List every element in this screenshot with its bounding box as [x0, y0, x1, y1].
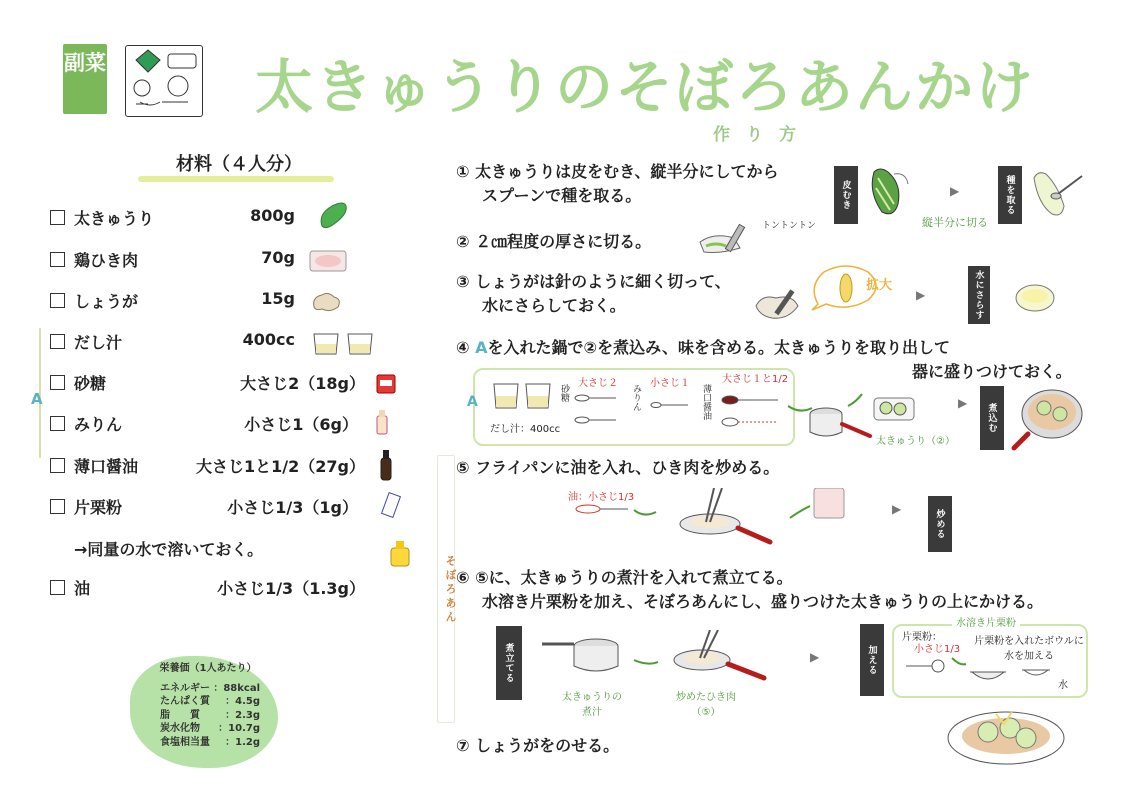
mirin-amount: 小さじ１: [650, 378, 690, 389]
chop-sound-label: トントントン: [762, 221, 817, 231]
ingredients-heading: 材料（４人分）: [176, 154, 302, 175]
tag-boil: 煮立てる: [496, 626, 522, 700]
ingredient-row: [50, 412, 380, 438]
step-7: ⑦ しょうがをのせる。: [456, 736, 620, 755]
ingredient-name: 油: [74, 579, 91, 598]
ingredient-note: →同量の水で溶いておく。: [74, 540, 264, 559]
checkbox[interactable]: [50, 458, 65, 473]
starch-packet-icon: [380, 492, 402, 518]
halve-label: 縦半分に切る: [922, 216, 988, 229]
sliced-cucumber-illustration: [870, 392, 918, 426]
sugar-icon: [374, 370, 398, 396]
tag-simmer: 煮込む: [980, 386, 1004, 450]
ingredient-amount: 400cc: [242, 330, 295, 349]
sugar-amount: 大さじ２: [578, 378, 618, 389]
fried-meat-label: 炒めたひき肉（⑤）: [676, 692, 736, 718]
spoons-illustration: [574, 390, 620, 430]
checkbox[interactable]: [50, 416, 65, 431]
checkbox[interactable]: [50, 499, 65, 514]
dashi-label: だし汁：400cc: [490, 424, 561, 435]
soy-spoons-illustration: [720, 392, 782, 434]
checkbox[interactable]: [50, 375, 65, 390]
ingredient-name: 砂糖: [74, 374, 107, 393]
ingredient-name: だし汁: [74, 333, 123, 352]
spoon-illustration: [650, 398, 690, 412]
tag-soak: 水にさらす: [968, 266, 990, 324]
ingredient-name: 薄口醤油: [74, 457, 139, 476]
ingredient-amount: 800g: [250, 206, 295, 225]
group-a-label: A: [31, 390, 43, 408]
boil-combine-illustration: [540, 630, 770, 690]
step-2: ② ２㎝程度の厚さに切る。: [456, 232, 652, 251]
starch-amount-label: 片栗粉：: [902, 632, 942, 643]
ingredient-amount: 小さじ1/3（1g）: [227, 498, 358, 517]
ingredient-amount: 小さじ1（6g）: [244, 415, 358, 434]
ginger-icon: [310, 289, 344, 313]
nutrition-row: たんぱく質 ：4.5g: [160, 696, 260, 707]
finished-dish-illustration: [944, 698, 1068, 770]
soy-sauce-bottle-icon: [378, 448, 394, 482]
sugar-label: 砂糖: [559, 384, 569, 402]
howto-label: 作り方: [713, 125, 812, 145]
oil-label-prefix: 油：小さじ1/3: [568, 492, 635, 503]
mirin-label: みりん: [631, 384, 641, 411]
water-bowl-illustration: [1014, 282, 1056, 316]
checkbox[interactable]: [50, 210, 65, 225]
checkbox[interactable]: [50, 580, 65, 595]
ingredient-row: [50, 495, 380, 521]
step-4-line2: 器に盛りつけておく。: [912, 362, 1072, 381]
water-label: 水: [1058, 680, 1068, 691]
soy-amount: 大さじ１と1/2: [722, 374, 789, 385]
step-4: ④ Aを入れた鍋で②を煮込み、味を含める。太きゅうりを取り出して: [456, 338, 951, 357]
category-badge: 副菜: [63, 44, 107, 114]
starch-amount: 小さじ1/3: [914, 644, 961, 655]
ingredient-amount: 大さじ1と1/2（27g）: [196, 457, 365, 476]
ginger-slice-illustration: [752, 286, 804, 326]
nutrition-row: 炭水化物 ：10.7g: [160, 723, 260, 734]
simmering-pot-illustration: [1010, 380, 1092, 452]
menu-position-icon: [125, 45, 203, 117]
starch-description: 片栗粉を入れたボウルに水を加える: [974, 636, 1084, 662]
checkbox[interactable]: [50, 334, 65, 349]
page-title: 太きゅうりのそぼろあんかけ: [255, 53, 1036, 121]
zoom-label: 拡大: [866, 278, 893, 293]
ingredient-amount: 小さじ1/3（1.3g）: [217, 579, 365, 598]
a-box-label: A: [467, 394, 478, 410]
ingredient-amount: 70g: [261, 248, 295, 267]
cucumber2-label: 太きゅうり（②）: [876, 436, 955, 447]
checkbox[interactable]: [50, 252, 65, 267]
step-5: ⑤ フライパンに油を入れ、ひき肉を炒める。: [456, 458, 780, 477]
nutrition-row: 食塩相当量 ：1.2g: [160, 736, 260, 748]
tag-peel: 皮むき: [834, 166, 858, 224]
step-6: ⑥ ⑤に、太きゅうりの煮汁を入れて煮立てる。 水溶き片栗粉を加え、そぼろあんにし、盛りつけた太きゅうりの上にかける。: [456, 568, 1043, 611]
cutting-illustration: [696, 220, 760, 264]
ingredient-name: 太きゅうり: [74, 209, 155, 228]
scoop-seeds-illustration: [1028, 164, 1086, 220]
oil-bottle-icon: [388, 538, 412, 568]
ingredient-row: [50, 371, 380, 397]
arrow-icon: ▶: [950, 184, 960, 198]
tag-fry: 炒める: [928, 496, 952, 552]
step-3: ③ しょうがは針のように細く切って、 水にさらしておく。: [456, 272, 731, 315]
arrow-icon: ▶: [958, 396, 968, 410]
starch-mixing-illustration: [902, 652, 1062, 692]
cucumber-icon: [316, 200, 350, 230]
nutrition-row: エネルギー ：88kcal: [160, 682, 260, 694]
starch-water-title: 水溶き片栗粉: [952, 614, 1020, 629]
ingredient-name: しょうが: [74, 292, 139, 311]
frying-pan-illustration: [630, 488, 850, 550]
step-1: ① 太きゅうりは皮をむき、縦半分にしてから スプーンで種を取る。: [456, 162, 779, 205]
arrow-icon: ▶: [810, 650, 820, 664]
heading-underline: [138, 176, 334, 182]
oil-spoon-illustration: [574, 500, 630, 518]
cucumber-peel-illustration: [864, 164, 914, 220]
soboro-label: そぼろあん: [444, 555, 457, 625]
dashi-cups-illustration: [492, 378, 556, 412]
soy-label: 薄口醤油: [701, 384, 711, 420]
arrow-icon: ▶: [892, 502, 902, 516]
ingredient-row: [50, 576, 380, 602]
ingredient-amount: 15g: [261, 289, 295, 308]
measuring-cups-icon: [310, 328, 380, 358]
broth-label: 太きゅうりの煮汁: [562, 692, 622, 718]
ingredient-name: 鶏ひき肉: [74, 251, 139, 270]
ground-chicken-icon: [308, 248, 348, 274]
checkbox[interactable]: [50, 293, 65, 308]
nutrition-heading: 栄養価（1人あたり）: [159, 663, 257, 674]
ingredient-row: [50, 454, 380, 480]
nutrition-row: 脂 質 ：2.3g: [160, 709, 260, 721]
tag-add: 加える: [860, 624, 884, 696]
tag-seed: 種を取る: [998, 166, 1022, 224]
nutrition-panel: [160, 662, 260, 749]
mirin-bottle-icon: [374, 408, 390, 436]
arrow-icon: ▶: [916, 288, 926, 302]
ingredient-amount: 大さじ2（18g）: [240, 374, 365, 393]
ingredient-name: みりん: [74, 415, 123, 434]
ingredient-name: 片栗粉: [74, 498, 123, 517]
